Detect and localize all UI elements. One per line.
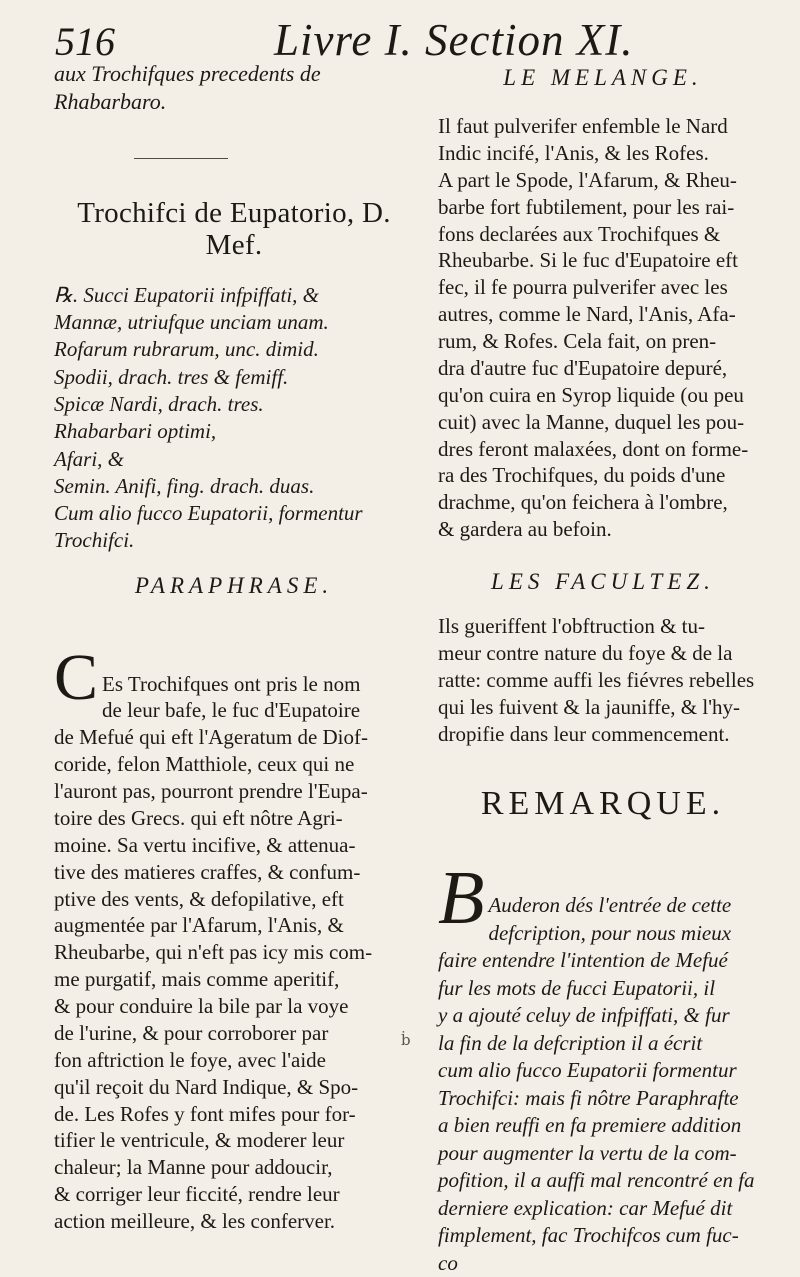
recipe-text: ℞. Succi Eupatorii infpiffati, & Mannæ, utriufque unciam unam. Rofarum rubrarum, unc. dimid. Spodii, drach. tres & femiff. Spicæ Nardi, drach. tres. Rhabarbari optimi, Afari, & Semin. Anifi, fing. drach. duas. Cum alio fucco Eupatorii, formentur Trochifci. [54, 282, 363, 553]
faint-mark: ḃ [401, 1031, 411, 1049]
page-header [55, 16, 755, 66]
melange-text: Il faut pulverifer enfemble le Nard Indic incifé, l'Anis, & les Rofes. A part le Spode, l'Afarum, & Rheu- barbe fort fubtilement, pour les rai- fons declarées aux Trochifques & Rheubarbe. Si le fuc d'Eupatoire eft fec, il fe pourra pulverifer avec les autres, comme le Nard, l'Anis, Afa- rum, & Rofes. Cela fait, on pren- dra d'autre fuc d'Eupatoire depuré, qu'on cuira en Syrop liquide (ou peu cuit) avec la Manne, duquel les pou- dres feront malaxées, dont on forme- ra des Trochifques, du poids d'une drachme, qu'on feichera à l'ombre, & gardera au befoin. [438, 114, 749, 542]
paraphrase-text: Es Trochifques ont pris le nom de leur bafe, le fuc d'Eupatoire de Mefué qui eft l'Ageratum de Diof- coride, felon Matthiole, ceux qui ne l'auront pas, pourront prendre l'Eupa- toire des Grecs. qui eft nôtre Agri- moine. Sa vertu incifive, & attenua- tive des matieres craffes, & confum- ptive des vents, & defopilative, eft augmentée par l'Afarum, l'Anis, & Rheubarbe, qui n'eft pas icy mis com- me purgatif, mais comme aperitif, & pour conduire la bile par la voye de l'urine, & pour corroborer par fon aftriction le foye, avec l'aide qu'il reçoit du Nard Indique, & Spo- de. Les Rofes y font mifes pour for- tifier le ventricule, & moderer leur chaleur; la Manne pour addoucir, & corriger leur ficcité, rendre leur action meilleure, & les conferver. [54, 671, 373, 1234]
remarque-title: REMARQUE. [480, 785, 726, 823]
remarque-paragraph [438, 837, 768, 1277]
paraphrase-paragraph [54, 617, 414, 1235]
remarque-text: Auderon dés l'entrée de cette defcription, pour nous mieux faire entendre l'intention de Mefué fur les mots de fucci Eupatorii, il y a ajouté celuy de infpiffati, & fur la fin de la defcription il a écrit cum alio fucco Eupatorii formentur Trochifci: mais fi nôtre Paraphrafte a bien reuffi en fa premiere addition pour augmenter la vertu de la com- pofition, il a auffi mal rencontré en fa derniere explication: car Mefué dit fimplement, fac Trochifcos cum fuc- co [438, 893, 755, 1275]
right-column [438, 60, 768, 1277]
facultez-text: Ils gueriffent l'obftruction & tu- meur contre nature du foye & de la ratte: comme auffi les fiévres rebelles qui les fuivent & la jauniffe, & l'hy- dropifie dans leur commencement. [438, 614, 755, 746]
paraphrase-title: PARAPHRASE. [134, 572, 334, 598]
running-head: Livre I. Section XI. [274, 15, 634, 65]
left-column [54, 60, 414, 1235]
section-divider [134, 158, 228, 159]
intro-text: aux Trochifques precedents de Rhabarbaro. [54, 61, 321, 114]
recipe-title: Trochifci de Eupatorio, D. Mef. [77, 196, 391, 262]
paraphrase-dropcap: C [54, 640, 99, 714]
remarque-dropcap: B [438, 855, 485, 940]
melange-title: LE MELANGE. [503, 65, 703, 90]
facultez-title: LES FACULTEZ. [491, 569, 715, 594]
page-number: 516 [55, 19, 115, 64]
